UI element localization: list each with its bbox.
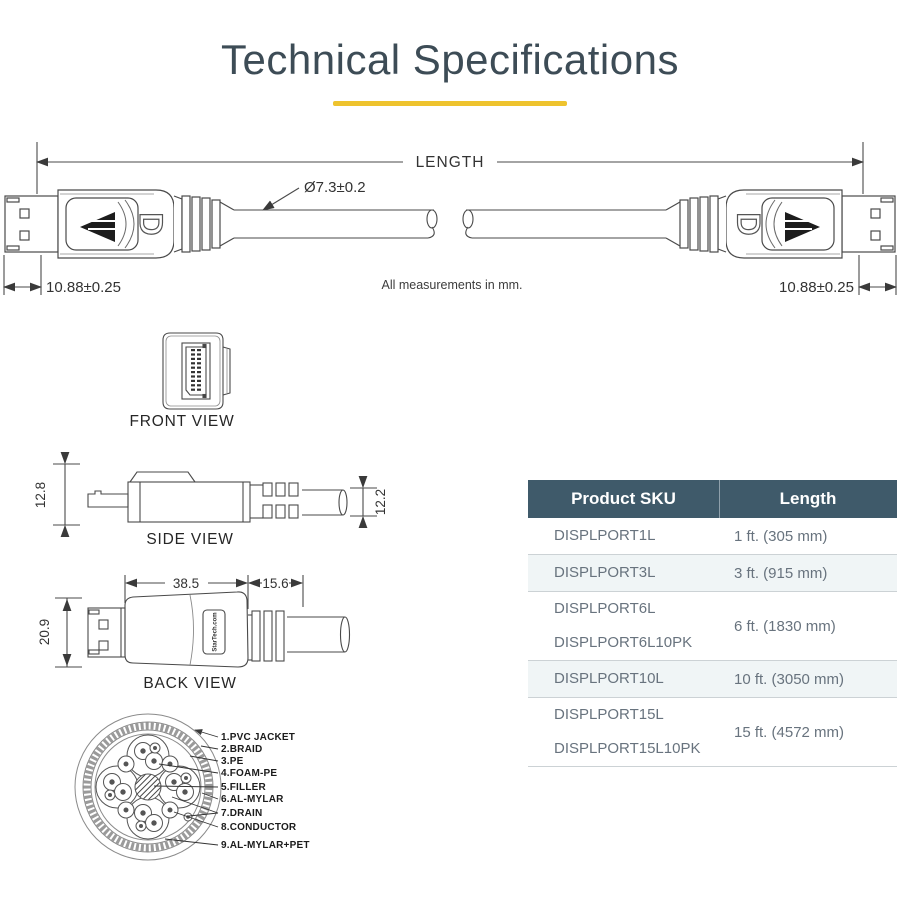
back-view-drawing xyxy=(25,565,400,690)
wire-pair-group xyxy=(96,766,138,808)
table-row xyxy=(528,592,897,661)
displayport-connector-drawing-right xyxy=(463,190,895,258)
measurement-note: All measurements in mm. xyxy=(381,278,523,292)
cross-section-label: 9.AL-MYLAR+PET xyxy=(221,840,310,851)
table-row xyxy=(528,698,897,767)
cross-section-label: 3.PE xyxy=(221,756,244,767)
length-cell: 3 ft. (915 mm) xyxy=(734,564,828,582)
cross-section-labels xyxy=(221,732,310,851)
sku-value: DISPLPORT15L xyxy=(554,706,664,723)
front-view-drawing xyxy=(140,330,260,420)
sku-value: DISPLPORT15L10PK xyxy=(554,740,701,757)
cross-section-label: 2.BRAID xyxy=(221,744,263,755)
table-header-product-sku: Product SKU xyxy=(528,480,720,518)
cable-diameter-label: Ø7.3±0.2 xyxy=(304,179,366,196)
front-view-label: FRONT VIEW xyxy=(129,413,235,430)
wire-pair-group xyxy=(127,735,169,777)
side-view-label: SIDE VIEW xyxy=(146,531,234,548)
sku-value: DISPLPORT6L xyxy=(554,600,656,617)
sku-value: DISPLPORT3L xyxy=(554,564,656,581)
length-cell: 15 ft. (4572 mm) xyxy=(734,723,845,741)
table-row xyxy=(528,661,897,698)
sku-cell xyxy=(528,518,720,554)
cable-dimension-diagram xyxy=(0,130,900,308)
wire-pair-group xyxy=(127,797,169,839)
brand-label: StarTech.com xyxy=(212,612,219,652)
back-relief-dimension: 15.6 xyxy=(262,576,289,591)
left-plug-dimension: 10.88±0.25 xyxy=(46,279,121,296)
side-view-drawing xyxy=(25,455,400,543)
connector-pins xyxy=(191,349,201,391)
cross-section-label: 1.PVC JACKET xyxy=(221,732,296,743)
table-rows xyxy=(528,518,897,767)
cross-section-label: 8.CONDUCTOR xyxy=(221,822,297,833)
table-row xyxy=(528,518,897,555)
length-label: LENGTH xyxy=(415,154,485,171)
side-height-dimension: 12.8 xyxy=(33,481,48,509)
sku-cell xyxy=(528,555,720,591)
title-accent-bar xyxy=(333,101,567,106)
table-header-row xyxy=(528,480,897,518)
page-title: Technical Specifications xyxy=(221,36,679,83)
cross-section-label: 7.DRAIN xyxy=(221,808,263,819)
sku-value: DISPLPORT10L xyxy=(554,670,664,687)
length-cell: 10 ft. (3050 mm) xyxy=(734,670,845,688)
displayport-d-logo: D xyxy=(133,212,169,236)
length-cell: 1 ft. (305 mm) xyxy=(734,527,828,545)
side-cable-dimension: 12.2 xyxy=(373,488,388,516)
back-view-label: BACK VIEW xyxy=(143,675,237,692)
displayport-connector-drawing xyxy=(5,190,437,258)
product-sku-table xyxy=(528,480,897,767)
table-row xyxy=(528,555,897,592)
sku-cell xyxy=(528,698,720,766)
sku-cell xyxy=(528,592,720,660)
table-header-length: Length xyxy=(779,489,837,508)
back-body-dimension: 38.5 xyxy=(172,576,200,591)
length-cell: 6 ft. (1830 mm) xyxy=(734,617,836,635)
back-height-dimension: 20.9 xyxy=(37,618,52,646)
cross-section-label: 5.FILLER xyxy=(221,782,266,793)
sku-value: DISPLPORT6L10PK xyxy=(554,634,693,651)
sku-cell xyxy=(528,661,720,697)
cable-cross-section-diagram xyxy=(55,700,390,878)
right-plug-dimension: 10.88±0.25 xyxy=(779,279,854,296)
cross-section-label: 4.FOAM-PE xyxy=(221,768,278,779)
sku-value: DISPLPORT1L xyxy=(554,527,656,544)
cross-section-label: 6.AL-MYLAR xyxy=(221,794,284,805)
